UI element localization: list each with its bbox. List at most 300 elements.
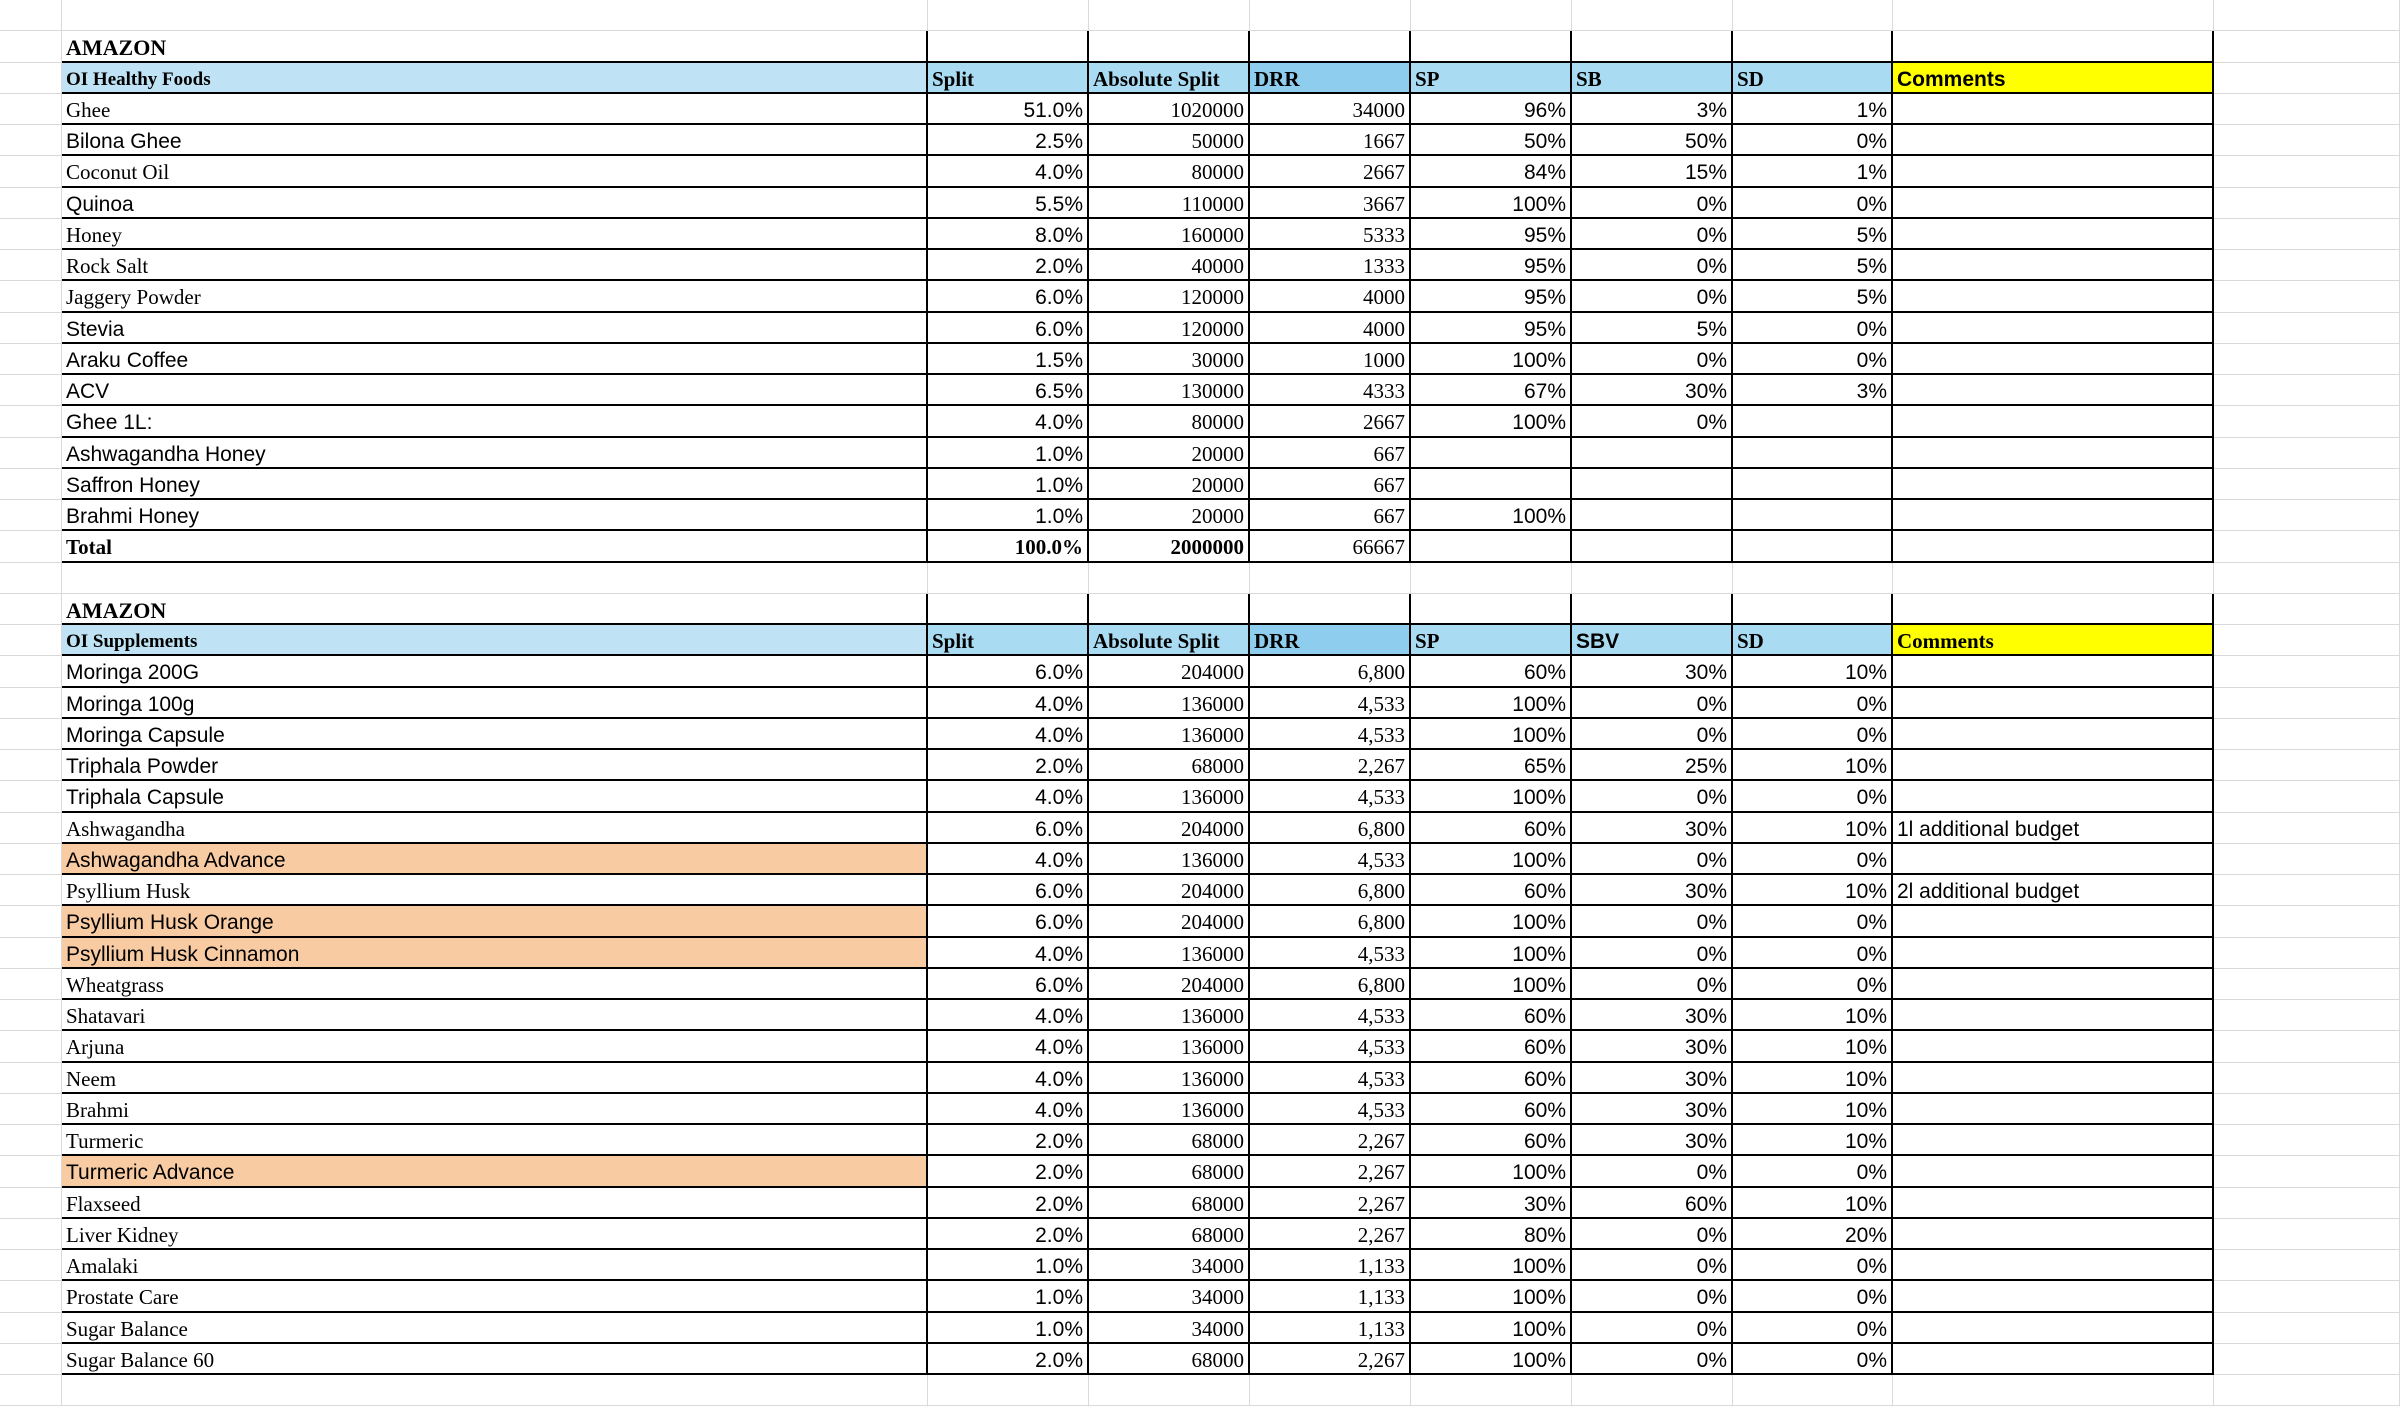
empty-cell[interactable]	[1733, 31, 1893, 62]
sb-header[interactable]: SBV	[1572, 625, 1733, 656]
sp-cell[interactable]: 100%	[1411, 500, 1572, 531]
comments-cell[interactable]	[1893, 188, 2214, 219]
sd-cell[interactable]	[1733, 469, 1893, 500]
absolute-split-cell[interactable]: 136000	[1089, 844, 1250, 875]
empty-cell[interactable]	[2214, 1063, 2400, 1094]
sp-cell[interactable]: 67%	[1411, 375, 1572, 406]
comments-header[interactable]: Comments	[1893, 63, 2214, 94]
sd-cell[interactable]: 1%	[1733, 94, 1893, 125]
empty-cell[interactable]	[0, 0, 62, 31]
empty-cell[interactable]	[62, 1375, 928, 1406]
drr-cell[interactable]: 1,133	[1250, 1250, 1411, 1281]
sd-cell[interactable]: 0%	[1733, 344, 1893, 375]
empty-cell[interactable]	[2214, 656, 2400, 687]
empty-cell[interactable]	[2214, 1188, 2400, 1219]
split-cell[interactable]: 8.0%	[928, 219, 1089, 250]
drr-cell[interactable]: 1000	[1250, 344, 1411, 375]
split-cell[interactable]: 2.5%	[928, 125, 1089, 156]
drr-header[interactable]: DRR	[1250, 63, 1411, 94]
empty-cell[interactable]	[2214, 750, 2400, 781]
row-gutter[interactable]	[0, 1344, 62, 1375]
sp-cell[interactable]: 84%	[1411, 156, 1572, 187]
absolute-split-cell[interactable]: 30000	[1089, 344, 1250, 375]
comments-cell[interactable]: 2l additional budget	[1893, 875, 2214, 906]
product-name-cell[interactable]: Liver Kidney	[62, 1219, 928, 1250]
product-name-cell[interactable]: Psyllium Husk	[62, 875, 928, 906]
comments-cell[interactable]	[1893, 1313, 2214, 1344]
drr-cell[interactable]: 2667	[1250, 156, 1411, 187]
sp-cell[interactable]: 95%	[1411, 313, 1572, 344]
split-cell[interactable]: 1.0%	[928, 1281, 1089, 1312]
section-title[interactable]: AMAZON	[62, 594, 928, 625]
product-name-cell[interactable]: Moringa 100g	[62, 688, 928, 719]
row-gutter[interactable]	[0, 344, 62, 375]
sb-cell[interactable]: 0%	[1572, 219, 1733, 250]
empty-cell[interactable]	[2214, 1375, 2400, 1406]
drr-cell[interactable]: 6,800	[1250, 656, 1411, 687]
sb-cell[interactable]: 0%	[1572, 406, 1733, 437]
empty-cell[interactable]	[1089, 31, 1250, 62]
empty-cell[interactable]	[2214, 1156, 2400, 1187]
sb-cell[interactable]: 0%	[1572, 1313, 1733, 1344]
sd-cell[interactable]	[1733, 438, 1893, 469]
drr-cell[interactable]: 4,533	[1250, 1000, 1411, 1031]
drr-cell[interactable]: 4,533	[1250, 781, 1411, 812]
row-gutter[interactable]	[0, 719, 62, 750]
absolute-split-cell[interactable]: 136000	[1089, 1063, 1250, 1094]
sd-cell[interactable]: 10%	[1733, 1188, 1893, 1219]
drr-cell[interactable]: 4333	[1250, 375, 1411, 406]
comments-cell[interactable]	[1893, 750, 2214, 781]
category-header[interactable]: OI Supplements	[62, 625, 928, 656]
split-cell[interactable]: 6.0%	[928, 656, 1089, 687]
comments-cell[interactable]	[1893, 469, 2214, 500]
sb-cell[interactable]: 30%	[1572, 875, 1733, 906]
comments-cell[interactable]	[1893, 688, 2214, 719]
sd-cell[interactable]: 0%	[1733, 188, 1893, 219]
sb-cell[interactable]: 0%	[1572, 1250, 1733, 1281]
absolute-split-cell[interactable]: 204000	[1089, 813, 1250, 844]
product-name-cell[interactable]: Psyllium Husk Orange	[62, 906, 928, 937]
comments-cell[interactable]	[1893, 1063, 2214, 1094]
empty-cell[interactable]	[2214, 563, 2400, 594]
split-cell[interactable]: 2.0%	[928, 1125, 1089, 1156]
drr-cell[interactable]: 667	[1250, 500, 1411, 531]
empty-cell[interactable]	[1250, 1375, 1411, 1406]
sb-cell[interactable]: 60%	[1572, 1188, 1733, 1219]
drr-cell[interactable]: 667	[1250, 469, 1411, 500]
split-cell[interactable]: 4.0%	[928, 1063, 1089, 1094]
row-gutter[interactable]	[0, 469, 62, 500]
sd-cell[interactable]: 10%	[1733, 1063, 1893, 1094]
product-name-cell[interactable]: Rock Salt	[62, 250, 928, 281]
empty-cell[interactable]	[2214, 906, 2400, 937]
empty-cell[interactable]	[2214, 625, 2400, 656]
split-cell[interactable]: 6.0%	[928, 313, 1089, 344]
sp-cell[interactable]: 100%	[1411, 1156, 1572, 1187]
sp-cell[interactable]: 100%	[1411, 688, 1572, 719]
row-gutter[interactable]	[0, 1063, 62, 1094]
empty-cell[interactable]	[2214, 844, 2400, 875]
split-cell[interactable]: 1.5%	[928, 344, 1089, 375]
product-name-cell[interactable]: Psyllium Husk Cinnamon	[62, 938, 928, 969]
product-name-cell[interactable]: Stevia	[62, 313, 928, 344]
absolute-split-cell[interactable]: 136000	[1089, 938, 1250, 969]
split-cell[interactable]: 51.0%	[928, 94, 1089, 125]
sd-cell[interactable]: 10%	[1733, 1125, 1893, 1156]
category-header[interactable]: OI Healthy Foods	[62, 63, 928, 94]
drr-cell[interactable]: 4,533	[1250, 1063, 1411, 1094]
empty-cell[interactable]	[1089, 1375, 1250, 1406]
comments-cell[interactable]	[1893, 1094, 2214, 1125]
sd-cell[interactable]	[1733, 406, 1893, 437]
split-cell[interactable]: 1.0%	[928, 1250, 1089, 1281]
empty-cell[interactable]	[2214, 781, 2400, 812]
product-name-cell[interactable]: Prostate Care	[62, 1281, 928, 1312]
section-title[interactable]: AMAZON	[62, 31, 928, 62]
empty-cell[interactable]	[1411, 594, 1572, 625]
empty-cell[interactable]	[1893, 1375, 2214, 1406]
empty-cell[interactable]	[928, 594, 1089, 625]
sd-header[interactable]: SD	[1733, 625, 1893, 656]
product-name-cell[interactable]: Ashwagandha Advance	[62, 844, 928, 875]
empty-cell[interactable]	[1089, 563, 1250, 594]
empty-cell[interactable]	[2214, 813, 2400, 844]
drr-cell[interactable]: 2,267	[1250, 1344, 1411, 1375]
absolute-split-cell[interactable]: 120000	[1089, 313, 1250, 344]
product-name-cell[interactable]: Neem	[62, 1063, 928, 1094]
empty-cell[interactable]	[2214, 1125, 2400, 1156]
empty-cell[interactable]	[1250, 31, 1411, 62]
empty-cell[interactable]	[2214, 281, 2400, 312]
empty-cell[interactable]	[2214, 406, 2400, 437]
absolute-split-cell[interactable]: 120000	[1089, 281, 1250, 312]
product-name-cell[interactable]: Triphala Powder	[62, 750, 928, 781]
split-cell[interactable]: 1.0%	[928, 500, 1089, 531]
row-gutter[interactable]	[0, 594, 62, 625]
empty-cell[interactable]	[1411, 0, 1572, 31]
comments-cell[interactable]	[1893, 438, 2214, 469]
empty-cell[interactable]	[1893, 563, 2214, 594]
sp-cell[interactable]: 95%	[1411, 219, 1572, 250]
sp-cell[interactable]: 95%	[1411, 250, 1572, 281]
split-cell[interactable]: 4.0%	[928, 406, 1089, 437]
product-name-cell[interactable]: Araku Coffee	[62, 344, 928, 375]
empty-cell[interactable]	[2214, 1313, 2400, 1344]
empty-cell[interactable]	[928, 563, 1089, 594]
drr-cell[interactable]: 3667	[1250, 188, 1411, 219]
sp-cell[interactable]: 60%	[1411, 1031, 1572, 1062]
sb-cell[interactable]: 0%	[1572, 938, 1733, 969]
drr-cell[interactable]: 4,533	[1250, 1094, 1411, 1125]
product-name-cell[interactable]: Bilona Ghee	[62, 125, 928, 156]
sp-cell[interactable]: 50%	[1411, 125, 1572, 156]
sp-cell[interactable]: 30%	[1411, 1188, 1572, 1219]
sp-cell[interactable]: 80%	[1411, 1219, 1572, 1250]
sb-cell[interactable]: 0%	[1572, 188, 1733, 219]
row-gutter[interactable]	[0, 219, 62, 250]
empty-cell[interactable]	[2214, 31, 2400, 62]
sb-cell[interactable]: 0%	[1572, 781, 1733, 812]
sb-cell[interactable]: 0%	[1572, 250, 1733, 281]
split-cell[interactable]: 6.0%	[928, 875, 1089, 906]
product-name-cell[interactable]: Sugar Balance 60	[62, 1344, 928, 1375]
empty-cell[interactable]	[2214, 156, 2400, 187]
absolute-split-cell[interactable]: 136000	[1089, 719, 1250, 750]
split-cell[interactable]: 1.0%	[928, 1313, 1089, 1344]
row-gutter[interactable]	[0, 813, 62, 844]
row-gutter[interactable]	[0, 688, 62, 719]
product-name-cell[interactable]: Moringa Capsule	[62, 719, 928, 750]
absolute-split-cell[interactable]: 1020000	[1089, 94, 1250, 125]
sd-cell[interactable]: 10%	[1733, 656, 1893, 687]
empty-cell[interactable]	[928, 0, 1089, 31]
split-cell[interactable]: 6.0%	[928, 969, 1089, 1000]
empty-cell[interactable]	[2214, 250, 2400, 281]
row-gutter[interactable]	[0, 281, 62, 312]
empty-cell[interactable]	[2214, 469, 2400, 500]
row-gutter[interactable]	[0, 1219, 62, 1250]
sb-cell[interactable]: 30%	[1572, 1125, 1733, 1156]
sb-cell[interactable]: 15%	[1572, 156, 1733, 187]
sd-cell[interactable]: 10%	[1733, 1094, 1893, 1125]
sp-cell[interactable]: 100%	[1411, 406, 1572, 437]
sb-cell[interactable]	[1572, 469, 1733, 500]
empty-cell[interactable]	[2214, 438, 2400, 469]
split-cell[interactable]: 6.5%	[928, 375, 1089, 406]
empty-cell[interactable]	[1733, 594, 1893, 625]
sb-cell[interactable]: 30%	[1572, 1063, 1733, 1094]
split-cell[interactable]: 6.0%	[928, 906, 1089, 937]
absolute-split-header[interactable]: Absolute Split	[1089, 63, 1250, 94]
split-cell[interactable]: 4.0%	[928, 719, 1089, 750]
sp-cell[interactable]: 100%	[1411, 719, 1572, 750]
empty-cell[interactable]	[2214, 1250, 2400, 1281]
sb-cell[interactable]	[1572, 531, 1733, 562]
sp-cell[interactable]: 100%	[1411, 1313, 1572, 1344]
empty-cell[interactable]	[928, 31, 1089, 62]
comments-cell[interactable]	[1893, 1250, 2214, 1281]
row-gutter[interactable]	[0, 1094, 62, 1125]
sb-cell[interactable]: 0%	[1572, 844, 1733, 875]
empty-cell[interactable]	[1411, 31, 1572, 62]
comments-cell[interactable]	[1893, 250, 2214, 281]
empty-cell[interactable]	[2214, 938, 2400, 969]
row-gutter[interactable]	[0, 1188, 62, 1219]
sb-cell[interactable]: 30%	[1572, 1000, 1733, 1031]
empty-cell[interactable]	[0, 1375, 62, 1406]
drr-cell[interactable]: 6,800	[1250, 969, 1411, 1000]
absolute-split-cell[interactable]: 204000	[1089, 875, 1250, 906]
absolute-split-cell[interactable]: 204000	[1089, 906, 1250, 937]
drr-cell[interactable]: 6,800	[1250, 813, 1411, 844]
row-gutter[interactable]	[0, 31, 62, 62]
sb-cell[interactable]: 30%	[1572, 1031, 1733, 1062]
comments-cell[interactable]	[1893, 969, 2214, 1000]
comments-cell[interactable]	[1893, 844, 2214, 875]
sp-cell[interactable]: 60%	[1411, 1063, 1572, 1094]
sp-cell[interactable]: 96%	[1411, 94, 1572, 125]
empty-cell[interactable]	[2214, 531, 2400, 562]
comments-cell[interactable]: 1l additional budget	[1893, 813, 2214, 844]
empty-cell[interactable]	[2214, 1031, 2400, 1062]
product-name-cell[interactable]: ACV	[62, 375, 928, 406]
drr-cell[interactable]: 4000	[1250, 313, 1411, 344]
split-cell[interactable]: 4.0%	[928, 781, 1089, 812]
absolute-split-cell[interactable]: 20000	[1089, 469, 1250, 500]
product-name-cell[interactable]: Ashwagandha Honey	[62, 438, 928, 469]
comments-cell[interactable]	[1893, 156, 2214, 187]
comments-cell[interactable]	[1893, 219, 2214, 250]
split-cell[interactable]: 6.0%	[928, 281, 1089, 312]
absolute-split-cell[interactable]: 20000	[1089, 500, 1250, 531]
empty-cell[interactable]	[1411, 563, 1572, 594]
drr-cell[interactable]: 34000	[1250, 94, 1411, 125]
comments-cell[interactable]	[1893, 313, 2214, 344]
sd-cell[interactable]: 0%	[1733, 969, 1893, 1000]
empty-cell[interactable]	[2214, 0, 2400, 31]
empty-cell[interactable]	[1250, 563, 1411, 594]
product-name-cell[interactable]: Arjuna	[62, 1031, 928, 1062]
comments-cell[interactable]	[1893, 906, 2214, 937]
comments-cell[interactable]	[1893, 1156, 2214, 1187]
sb-cell[interactable]	[1572, 438, 1733, 469]
sb-cell[interactable]: 0%	[1572, 719, 1733, 750]
absolute-split-cell[interactable]: 68000	[1089, 750, 1250, 781]
sd-cell[interactable]	[1733, 500, 1893, 531]
drr-cell[interactable]: 6,800	[1250, 906, 1411, 937]
empty-cell[interactable]	[1089, 594, 1250, 625]
absolute-split-cell[interactable]: 68000	[1089, 1344, 1250, 1375]
comments-cell[interactable]	[1893, 344, 2214, 375]
comments-cell[interactable]	[1893, 94, 2214, 125]
row-gutter[interactable]	[0, 1156, 62, 1187]
sd-cell[interactable]: 5%	[1733, 281, 1893, 312]
drr-cell[interactable]: 667	[1250, 438, 1411, 469]
empty-cell[interactable]	[1893, 31, 2214, 62]
sd-cell[interactable]: 0%	[1733, 688, 1893, 719]
absolute-split-cell[interactable]: 130000	[1089, 375, 1250, 406]
empty-cell[interactable]	[2214, 219, 2400, 250]
empty-cell[interactable]	[2214, 188, 2400, 219]
absolute-split-cell[interactable]: 136000	[1089, 1094, 1250, 1125]
comments-cell[interactable]	[1893, 1344, 2214, 1375]
empty-cell[interactable]	[1572, 1375, 1733, 1406]
empty-cell[interactable]	[1733, 563, 1893, 594]
sb-cell[interactable]: 0%	[1572, 1281, 1733, 1312]
sp-cell[interactable]: 60%	[1411, 1094, 1572, 1125]
split-cell[interactable]: 5.5%	[928, 188, 1089, 219]
drr-cell[interactable]: 6,800	[1250, 875, 1411, 906]
row-gutter[interactable]	[0, 313, 62, 344]
row-gutter[interactable]	[0, 656, 62, 687]
absolute-split-cell[interactable]: 34000	[1089, 1313, 1250, 1344]
product-name-cell[interactable]: Moringa 200G	[62, 656, 928, 687]
empty-cell[interactable]	[2214, 1219, 2400, 1250]
sp-cell[interactable]: 100%	[1411, 938, 1572, 969]
empty-cell[interactable]	[62, 0, 928, 31]
absolute-split-cell[interactable]: 110000	[1089, 188, 1250, 219]
comments-cell[interactable]	[1893, 656, 2214, 687]
product-name-cell[interactable]: Saffron Honey	[62, 469, 928, 500]
empty-cell[interactable]	[2214, 688, 2400, 719]
absolute-split-cell[interactable]: 40000	[1089, 250, 1250, 281]
drr-cell[interactable]: 2667	[1250, 406, 1411, 437]
sd-cell[interactable]: 0%	[1733, 938, 1893, 969]
absolute-split-cell[interactable]: 204000	[1089, 969, 1250, 1000]
drr-cell[interactable]: 4,533	[1250, 719, 1411, 750]
sp-cell[interactable]	[1411, 531, 1572, 562]
sd-cell[interactable]: 0%	[1733, 1156, 1893, 1187]
drr-header[interactable]: DRR	[1250, 625, 1411, 656]
row-gutter[interactable]	[0, 1125, 62, 1156]
empty-cell[interactable]	[2214, 1281, 2400, 1312]
split-cell[interactable]: 2.0%	[928, 250, 1089, 281]
comments-cell[interactable]	[1893, 375, 2214, 406]
absolute-split-cell[interactable]: 136000	[1089, 1000, 1250, 1031]
sd-cell[interactable]: 0%	[1733, 1281, 1893, 1312]
product-name-cell[interactable]: Quinoa	[62, 188, 928, 219]
sb-cell[interactable]: 0%	[1572, 969, 1733, 1000]
split-cell[interactable]: 2.0%	[928, 1188, 1089, 1219]
empty-cell[interactable]	[0, 563, 62, 594]
sp-cell[interactable]: 100%	[1411, 906, 1572, 937]
sp-cell[interactable]: 100%	[1411, 781, 1572, 812]
comments-cell[interactable]	[1893, 500, 2214, 531]
sd-cell[interactable]: 20%	[1733, 1219, 1893, 1250]
empty-cell[interactable]	[2214, 344, 2400, 375]
drr-cell[interactable]: 1,133	[1250, 1313, 1411, 1344]
sp-cell[interactable]: 60%	[1411, 813, 1572, 844]
sp-cell[interactable]	[1411, 469, 1572, 500]
absolute-split-cell[interactable]: 136000	[1089, 1031, 1250, 1062]
sd-cell[interactable]: 10%	[1733, 875, 1893, 906]
sd-cell[interactable]: 0%	[1733, 1313, 1893, 1344]
sd-cell[interactable]: 3%	[1733, 375, 1893, 406]
comments-cell[interactable]	[1893, 281, 2214, 312]
row-gutter[interactable]	[0, 63, 62, 94]
absolute-split-cell[interactable]: 136000	[1089, 688, 1250, 719]
sb-cell[interactable]: 0%	[1572, 344, 1733, 375]
product-name-cell[interactable]: Total	[62, 531, 928, 562]
row-gutter[interactable]	[0, 250, 62, 281]
empty-cell[interactable]	[2214, 313, 2400, 344]
sb-cell[interactable]: 50%	[1572, 125, 1733, 156]
empty-cell[interactable]	[928, 1375, 1089, 1406]
row-gutter[interactable]	[0, 969, 62, 1000]
sb-cell[interactable]: 0%	[1572, 281, 1733, 312]
sd-cell[interactable]: 1%	[1733, 156, 1893, 187]
row-gutter[interactable]	[0, 1313, 62, 1344]
sp-header[interactable]: SP	[1411, 625, 1572, 656]
sb-cell[interactable]: 30%	[1572, 1094, 1733, 1125]
sp-cell[interactable]: 100%	[1411, 188, 1572, 219]
empty-cell[interactable]	[1572, 563, 1733, 594]
empty-cell[interactable]	[1250, 594, 1411, 625]
row-gutter[interactable]	[0, 875, 62, 906]
sp-header[interactable]: SP	[1411, 63, 1572, 94]
split-header[interactable]: Split	[928, 63, 1089, 94]
row-gutter[interactable]	[0, 938, 62, 969]
empty-cell[interactable]	[1733, 1375, 1893, 1406]
sb-cell[interactable]: 0%	[1572, 688, 1733, 719]
sb-cell[interactable]: 0%	[1572, 906, 1733, 937]
empty-cell[interactable]	[2214, 63, 2400, 94]
absolute-split-cell[interactable]: 160000	[1089, 219, 1250, 250]
comments-cell[interactable]	[1893, 1281, 2214, 1312]
comments-cell[interactable]	[1893, 1125, 2214, 1156]
sb-cell[interactable]: 0%	[1572, 1156, 1733, 1187]
